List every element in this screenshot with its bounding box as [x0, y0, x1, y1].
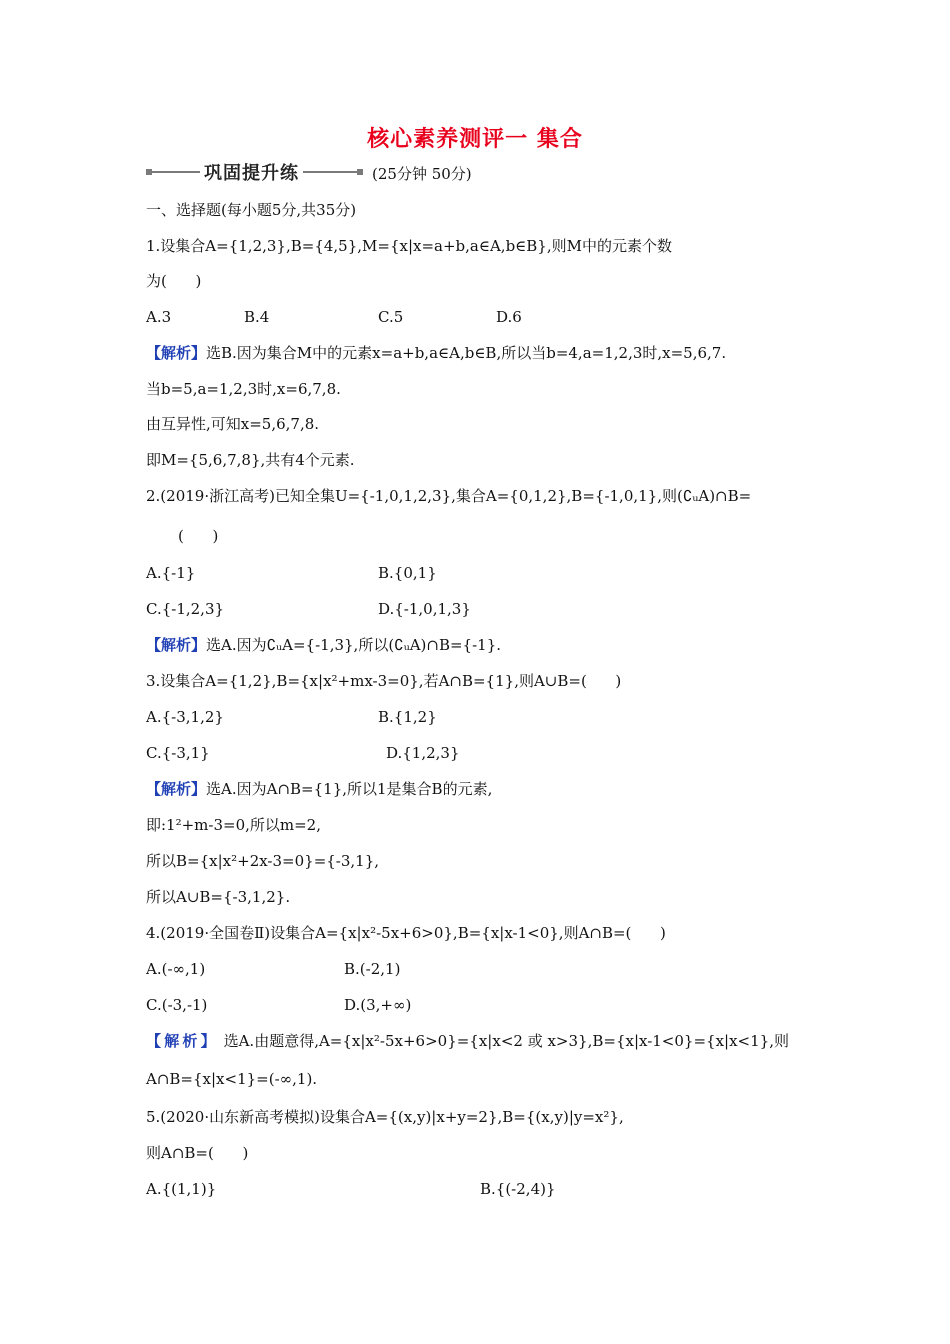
banner-label: 巩固提升练 — [204, 163, 299, 184]
q1-answer-line4: 即M={5,6,7,8},共有4个元素. — [146, 451, 355, 469]
q5-stem-line1: 5.(2020·山东新高考模拟)设集合A={(x,y)|x+y=2},B={(x,y)|y=x²}, — [146, 1108, 624, 1126]
q2-stem-line2: ( ) — [178, 527, 219, 545]
q4-answer-line2: A∩B={x|x<1}=(-∞,1). — [146, 1070, 318, 1088]
q3-answer-line3: 所以B={x|x²+2x-3=0}={-3,1}, — [146, 852, 380, 870]
page-title: 核心素养测评一 集合 — [367, 126, 583, 152]
section-banner — [146, 160, 363, 184]
banner-dot-right — [357, 169, 363, 175]
answer-tag: 【解析】 — [146, 636, 207, 654]
q1-answer-line3: 由互异性,可知x=5,6,7,8. — [146, 415, 320, 433]
answer-tag: 【解析】 — [146, 1032, 219, 1050]
q5-option-b: B.{(-2,4)} — [480, 1180, 556, 1198]
q3-answer-line1 — [146, 778, 492, 800]
q2-option-a: A.{-1} — [146, 564, 196, 582]
q4-stem-line1: 4.(2019·全国卷Ⅱ)设集合A={x|x²-5x+6>0},B={x|x-1<0},则A∩B=( ) — [146, 924, 666, 942]
q2-option-d: D.{-1,0,1,3} — [378, 600, 471, 618]
q1-stem-line2: 为( ) — [146, 272, 202, 290]
answer-tag: 【解析】 — [146, 344, 207, 362]
q3-option-c: C.{-3,1} — [146, 744, 210, 762]
answer-tag: 【解析】 — [146, 780, 207, 798]
q2-stem-line1: 2.(2019·浙江高考)已知全集U={-1,0,1,2,3},集合A={0,1,2},B={-1,0,1},则(∁ᵤA)∩B= — [146, 487, 752, 505]
banner-rule-left — [152, 171, 200, 173]
q3-option-a: A.{-3,1,2} — [146, 708, 224, 726]
section-heading: 一、选择题(每小题5分,共35分) — [146, 201, 357, 219]
q2-answer-line1 — [146, 634, 501, 656]
q4-answer-line1 — [146, 1030, 789, 1052]
q4-option-b: B.(-2,1) — [344, 960, 401, 978]
q2-option-b: B.{0,1} — [378, 564, 437, 582]
q1-answer-text: 选B.因为集合M中的元素x=a+b,a∈A,b∈B,所以当b=4,a=1,2,3时,x=5,6,7. — [206, 344, 727, 362]
q1-option-b: B.4 — [244, 308, 270, 326]
q3-stem-line1: 3.设集合A={1,2},B={x|x²+mx-3=0},若A∩B={1},则A∪B=( ) — [146, 672, 622, 690]
q2-answer-text: 选A.因为∁ᵤA={-1,3},所以(∁ᵤA)∩B={-1}. — [206, 636, 502, 654]
time-allotment: (25分钟 50分) — [372, 165, 472, 183]
q1-option-a: A.3 — [146, 308, 172, 326]
q1-answer-line1 — [146, 342, 726, 364]
q4-option-a: A.(-∞,1) — [146, 960, 206, 978]
q1-answer-line2: 当b=5,a=1,2,3时,x=6,7,8. — [146, 380, 341, 398]
q4-answer-text: 选A.由题意得,A={x|x²-5x+6>0}={x|x<2 或 x>3},B={x|x-1<0}={x|x<1},则 — [223, 1032, 789, 1050]
q3-answer-line2: 即:1²+m-3=0,所以m=2, — [146, 816, 321, 834]
q3-answer-line4: 所以A∪B={-3,1,2}. — [146, 888, 291, 906]
q1-option-c: C.5 — [378, 308, 404, 326]
q4-option-c: C.(-3,-1) — [146, 996, 208, 1014]
q3-option-d: D.{1,2,3} — [386, 744, 460, 762]
banner-rule-right — [303, 171, 357, 173]
q1-stem-line1: 1.设集合A={1,2,3},B={4,5},M={x|x=a+b,a∈A,b∈B},则M中的元素个数 — [146, 237, 672, 255]
q5-option-a: A.{(1,1)} — [146, 1180, 217, 1198]
q3-answer-text: 选A.因为A∩B={1},所以1是集合B的元素, — [206, 780, 493, 798]
q4-option-d: D.(3,+∞) — [344, 996, 412, 1014]
q2-option-c: C.{-1,2,3} — [146, 600, 225, 618]
q1-option-d: D.6 — [496, 308, 522, 326]
q3-option-b: B.{1,2} — [378, 708, 437, 726]
q5-stem-line2: 则A∩B=( ) — [146, 1144, 249, 1162]
